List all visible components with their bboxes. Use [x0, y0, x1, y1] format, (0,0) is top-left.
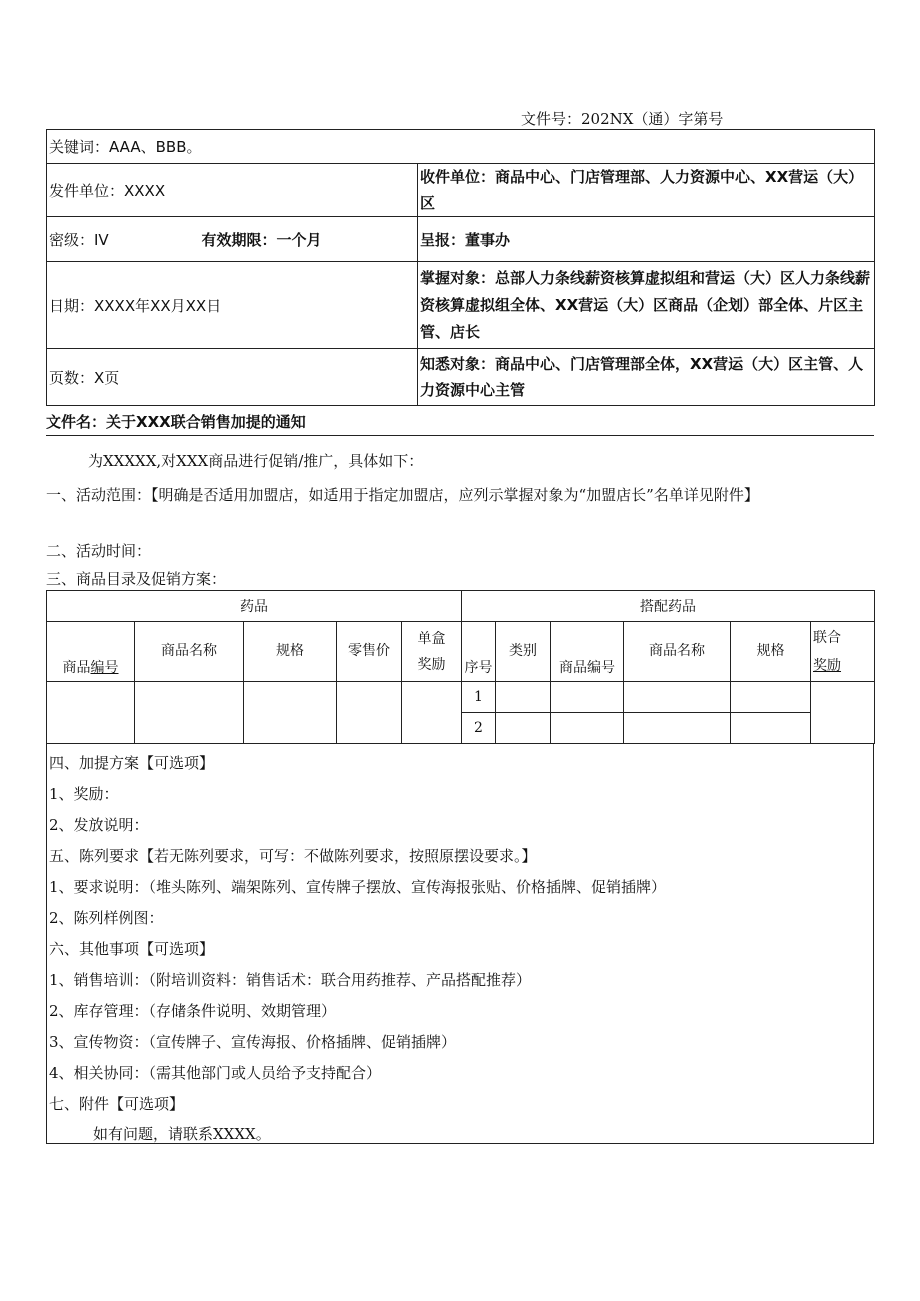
header-info-table — [46, 129, 875, 406]
col-header-match-spec: 规格 — [731, 622, 811, 682]
col-header-code — [47, 622, 135, 682]
col-header-price: 零售价 — [337, 622, 402, 682]
section-4-heading: 四、加提方案【可选项】 — [49, 754, 215, 772]
section-5-heading: 五、陈列要求【若无陈列要求，可写：不做陈列要求，按照原摆设要求。】 — [49, 847, 537, 865]
section-4-item-1: 1、奖励： — [49, 785, 119, 803]
cell-joint-bonus — [811, 682, 875, 744]
pages-cell: 页数：X页 — [47, 349, 418, 406]
cell-match-spec-2 — [731, 713, 811, 744]
closing-contact: 如有问题，请联系XXXX。 — [93, 1125, 271, 1143]
col-header-category: 类别 — [496, 622, 551, 682]
col-header-match-code: 商品编号 — [551, 622, 624, 682]
secret-validity-cell — [47, 217, 418, 262]
cell-category-2 — [496, 713, 551, 744]
col-header-match-name: 商品名称 — [624, 622, 731, 682]
section-4-item-2: 2、发放说明： — [49, 816, 149, 834]
section-6-item-1: 1、销售培训：（附培训资料：销售话术：联合用药推荐、产品搭配推荐） — [49, 971, 532, 989]
issuer-cell: 发件单位：XXXX — [47, 164, 418, 217]
cell-match-name-2 — [624, 713, 731, 744]
cell-spec — [244, 682, 337, 744]
col-header-seq: 序号 — [462, 622, 496, 682]
section-6-item-2: 2、库存管理：（存储条件说明、效期管理） — [49, 1002, 337, 1020]
cell-bonus — [402, 682, 462, 744]
section-3-goods: 三、商品目录及促销方案： — [46, 570, 227, 588]
col-header-bonus: 单盒奖励 — [402, 622, 462, 682]
document-number: 文件号：202NX（通）字第号 — [521, 110, 724, 128]
secret-level: 密级：IV — [49, 230, 109, 249]
date-cell: 日期：XXXX年XX月XX日 — [47, 262, 418, 349]
cell-code — [47, 682, 135, 744]
report-to-cell: 呈报：董事办 — [418, 217, 875, 262]
col-header-spec: 规格 — [244, 622, 337, 682]
col-header-name: 商品名称 — [135, 622, 244, 682]
section-1-text: 一、活动范围：【明确是否适用加盟店，如适用于指定加盟店，应列示掌握对象为“加盟店长”名单详见附件】 — [46, 486, 759, 504]
col-header-joint-bottom: 奖励 — [813, 657, 842, 674]
section-6-item-3: 3、宣传物资：（宣传牌子、宣传海报、价格插牌、促销插牌） — [49, 1033, 457, 1051]
intro-paragraph: 为XXXXX,对XXX商品进行促销/推广，具体如下： — [88, 452, 424, 470]
notice-target-cell: 知悉对象：商品中心、门店管理部全体，XX营运（大）区主管、人力资源中心主管 — [418, 349, 875, 406]
section-2-time: 二、活动时间： — [46, 542, 152, 560]
col-header-joint-top: 联合 — [813, 629, 842, 646]
cell-match-spec-1 — [731, 682, 811, 713]
section-5-item-1: 1、要求说明：（堆头陈列、端架陈列、宣传牌子摆放、宣传海报张贴、价格插牌、促销插牌） — [49, 878, 667, 896]
keywords-cell: 关键词：AAA、BBB。 — [47, 130, 875, 164]
cell-price — [337, 682, 402, 744]
section-7-heading: 七、附件【可选项】 — [49, 1095, 185, 1113]
row-seq-2: 2 — [462, 713, 496, 744]
file-name: 文件名：关于XXX联合销售加提的通知 — [46, 410, 874, 436]
group-header-match: 搭配药品 — [462, 591, 875, 622]
cell-category-1 — [496, 682, 551, 713]
section-5-item-2: 2、陈列样例图： — [49, 909, 164, 927]
cell-name — [135, 682, 244, 744]
col-header-code-text: 商品 — [62, 660, 91, 676]
master-target-cell: 掌握对象：总部人力条线薪资核算虚拟组和营运（大）区人力条线薪资核算虚拟组全体、XX营运（大）区商品（企划）部全体、片区主管、店长 — [418, 262, 875, 349]
goods-promotion-table — [46, 590, 875, 744]
col-header-code-underlined: 编号 — [90, 660, 119, 676]
validity-period: 有效期限：一个月 — [201, 230, 322, 249]
col-header-joint-bonus — [811, 622, 875, 682]
section-1-scope — [46, 481, 896, 509]
cell-match-code-2 — [551, 713, 624, 744]
group-header-drug: 药品 — [47, 591, 462, 622]
section-6-item-4: 4、相关协同：（需其他部门或人员给予支持配合） — [49, 1064, 382, 1082]
cell-match-name-1 — [624, 682, 731, 713]
row-seq-1: 1 — [462, 682, 496, 713]
cell-match-code-1 — [551, 682, 624, 713]
section-6-heading: 六、其他事项【可选项】 — [49, 940, 215, 958]
receivers-cell: 收件单位：商品中心、门店管理部、人力资源中心、XX营运（大）区 — [418, 164, 875, 217]
plan-details-box — [46, 743, 874, 1144]
